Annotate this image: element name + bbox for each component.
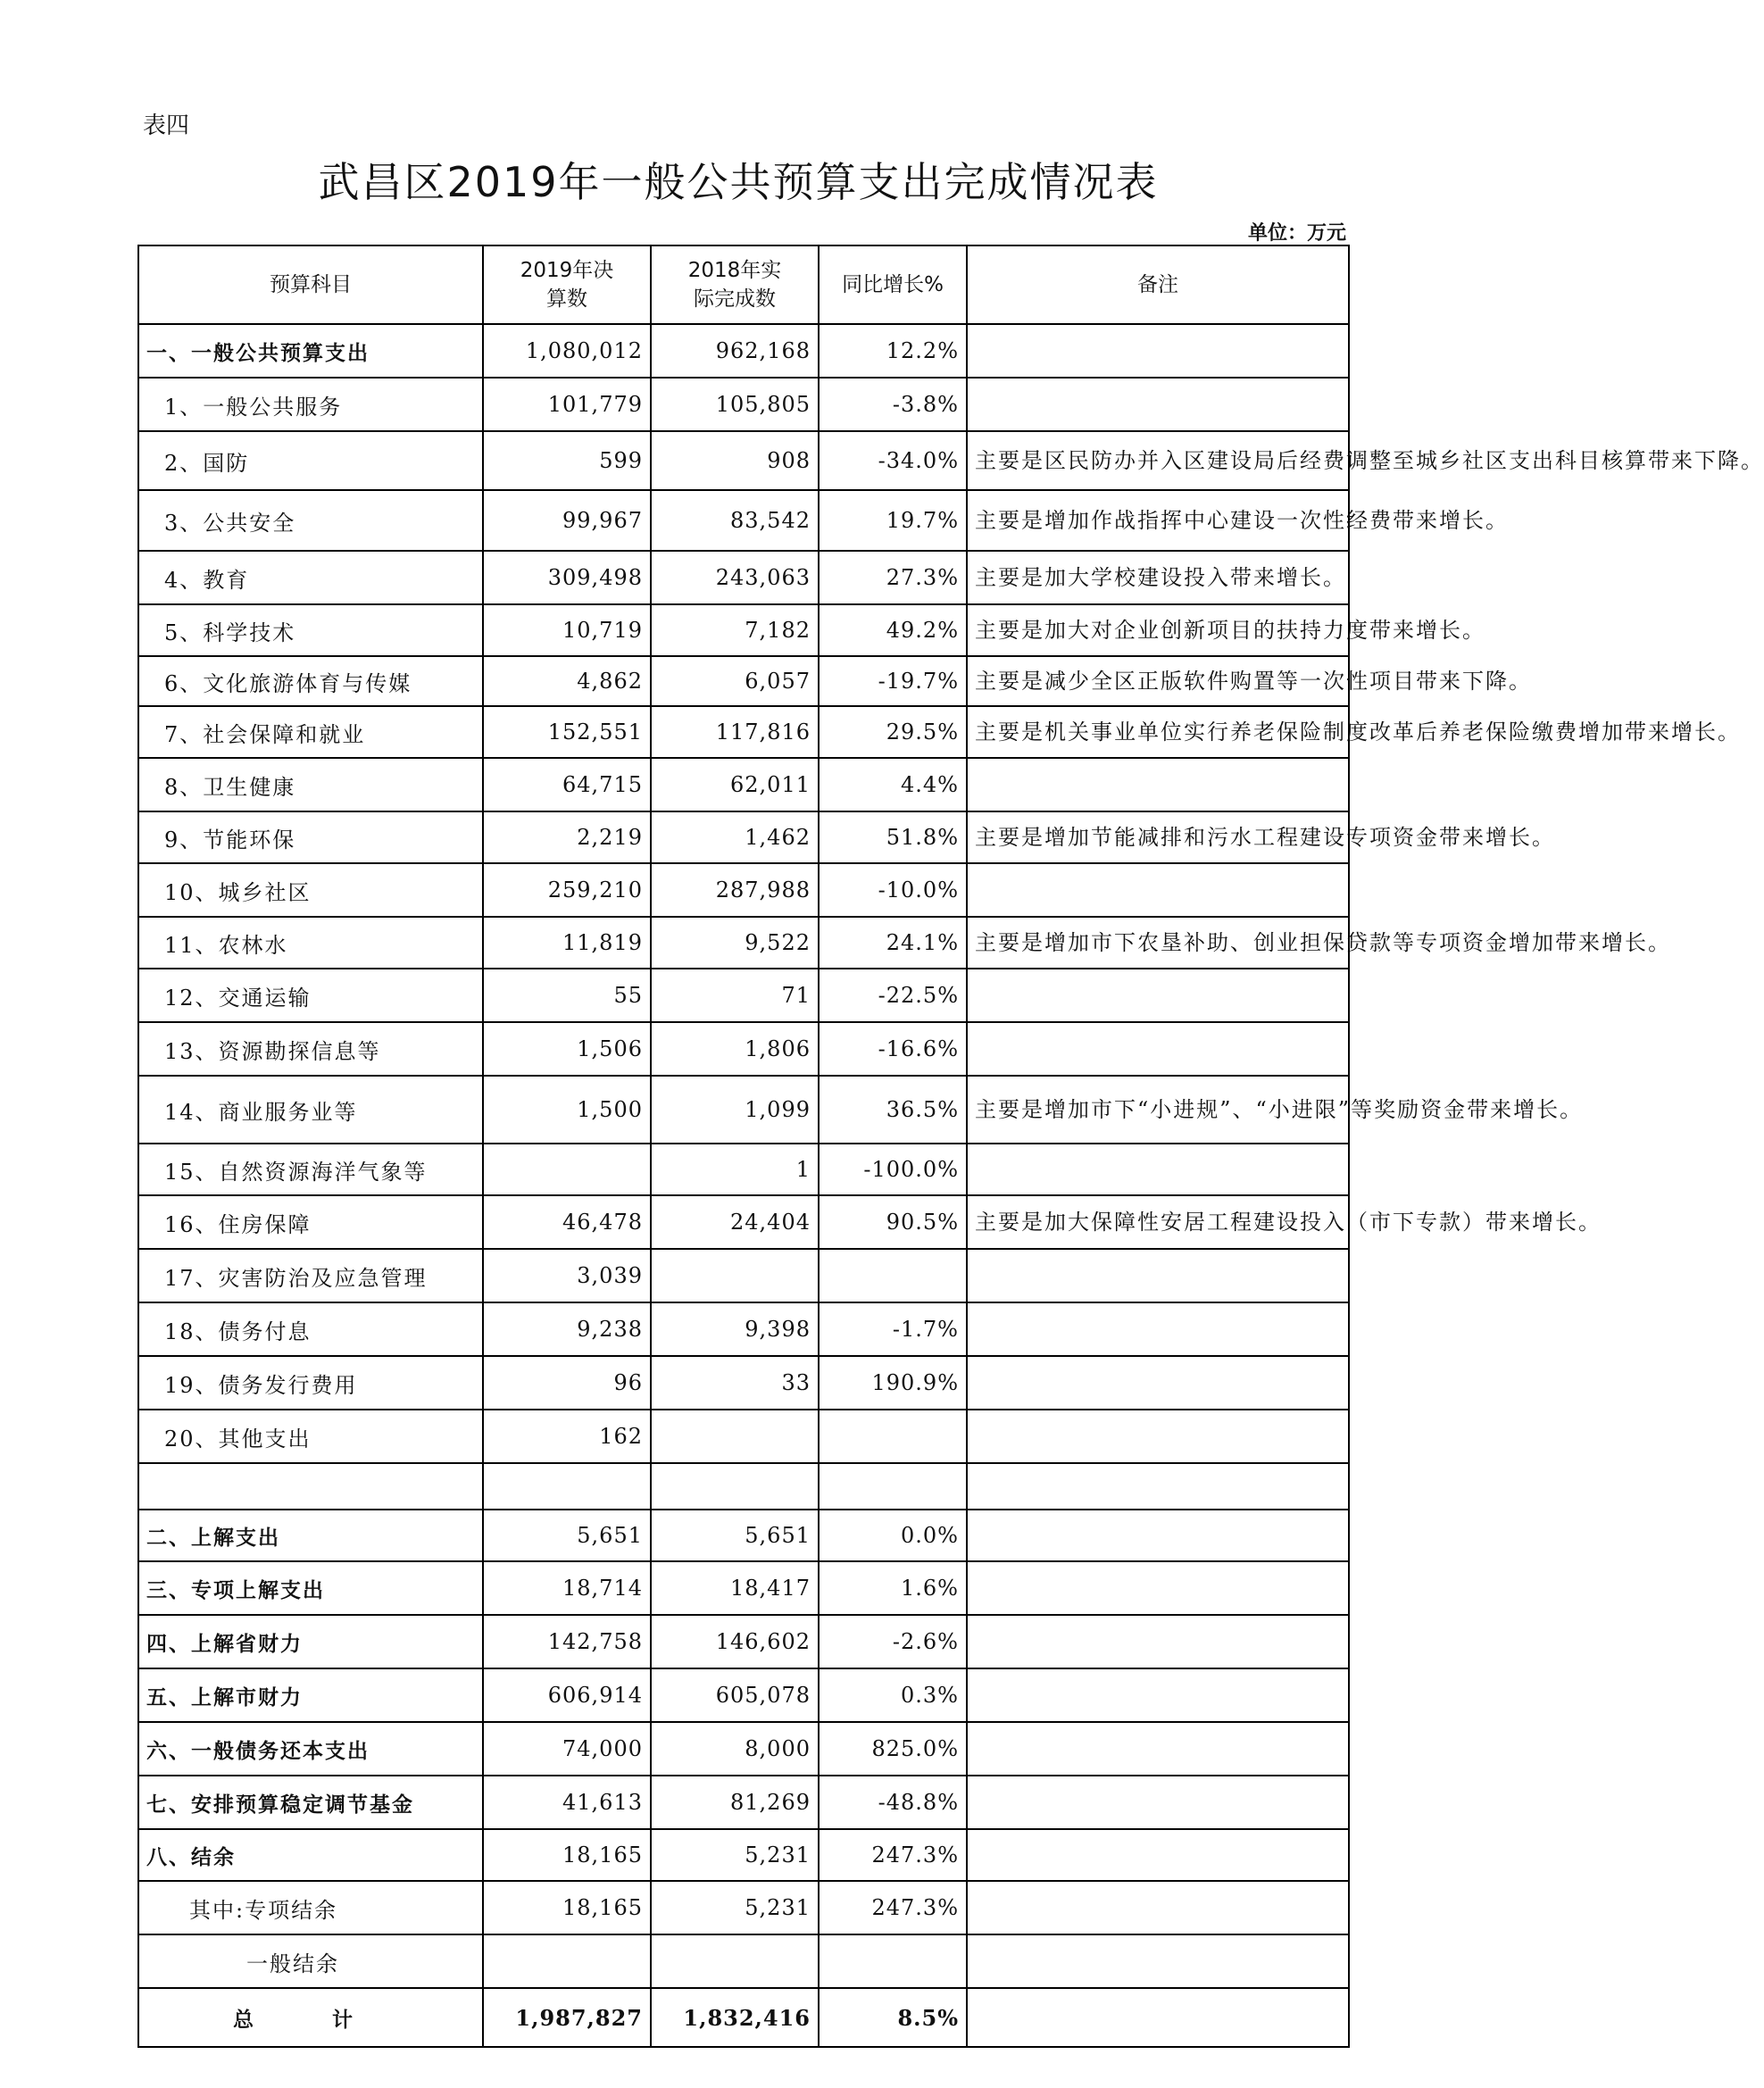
row-growth-cell: 825.0%	[819, 1722, 967, 1776]
row-growth-cell: 90.5%	[819, 1195, 967, 1249]
table-row	[138, 490, 1349, 551]
row-budget-2019-cell: 259,210	[483, 863, 651, 917]
row-growth-cell: 49.2%	[819, 604, 967, 656]
table-row	[138, 1463, 1349, 1510]
row-growth-cell: 247.3%	[819, 1829, 967, 1881]
row-note-cell	[967, 1561, 1349, 1615]
row-item-cell: 4、教育	[138, 551, 483, 604]
row-actual-2018-cell: 18,417	[651, 1561, 819, 1615]
row-budget-2019-cell: 1,500	[483, 1076, 651, 1144]
row-actual-2018-cell: 71	[651, 969, 819, 1022]
row-note-cell: 主要是增加作战指挥中心建设一次性经费带来增长。	[967, 490, 1349, 551]
row-growth-cell: 247.3%	[819, 1881, 967, 1934]
row-item-cell: 18、债务付息	[138, 1302, 483, 1356]
row-actual-2018-cell	[651, 1249, 819, 1302]
row-actual-2018-cell: 1	[651, 1144, 819, 1195]
table-row	[138, 431, 1349, 490]
table-row	[138, 1561, 1349, 1615]
row-budget-2019-cell: 46,478	[483, 1195, 651, 1249]
row-note-cell	[967, 1722, 1349, 1776]
row-actual-2018-cell: 6,057	[651, 656, 819, 706]
row-budget-2019-cell: 5,651	[483, 1510, 651, 1561]
row-growth-cell: -3.8%	[819, 378, 967, 431]
row-note-cell	[967, 1988, 1349, 2047]
row-actual-2018-cell: 24,404	[651, 1195, 819, 1249]
header-item: 预算科目	[138, 245, 483, 324]
table-row	[138, 1829, 1349, 1881]
row-item-cell: 七、安排预算稳定调节基金	[138, 1776, 483, 1829]
row-budget-2019-cell: 9,238	[483, 1302, 651, 1356]
row-budget-2019-cell: 2,219	[483, 811, 651, 863]
unit-label: 单位：万元	[1247, 222, 1346, 245]
row-budget-2019-cell: 18,714	[483, 1561, 651, 1615]
row-growth-cell: -2.6%	[819, 1615, 967, 1668]
row-note-cell	[967, 1022, 1349, 1076]
table-row	[138, 863, 1349, 917]
row-growth-cell: 12.2%	[819, 324, 967, 378]
row-item-cell: 8、卫生健康	[138, 758, 483, 811]
table-row	[138, 324, 1349, 378]
row-budget-2019-cell	[483, 1934, 651, 1988]
table-row	[138, 1249, 1349, 1302]
row-note-cell	[967, 1934, 1349, 1988]
row-item-cell	[138, 1463, 483, 1510]
table-label: 表四	[143, 112, 190, 139]
table-row	[138, 758, 1349, 811]
row-note-cell	[967, 1776, 1349, 1829]
row-budget-2019-cell: 1,080,012	[483, 324, 651, 378]
row-actual-2018-cell: 1,832,416	[651, 1988, 819, 2047]
row-note-cell: 主要是机关事业单位实行养老保险制度改革后养老保险缴费增加带来增长。	[967, 706, 1349, 758]
row-budget-2019-cell	[483, 1463, 651, 1510]
header-note: 备注	[967, 245, 1349, 324]
row-growth-cell: 51.8%	[819, 811, 967, 863]
row-item-cell: 二、上解支出	[138, 1510, 483, 1561]
row-budget-2019-cell: 18,165	[483, 1829, 651, 1881]
row-growth-cell: -100.0%	[819, 1144, 967, 1195]
row-actual-2018-cell: 9,398	[651, 1302, 819, 1356]
row-actual-2018-cell: 33	[651, 1356, 819, 1410]
row-actual-2018-cell: 1,806	[651, 1022, 819, 1076]
row-actual-2018-cell: 962,168	[651, 324, 819, 378]
row-actual-2018-cell	[651, 1934, 819, 1988]
row-actual-2018-cell: 287,988	[651, 863, 819, 917]
table-row	[138, 811, 1349, 863]
row-growth-cell: 24.1%	[819, 917, 967, 969]
table-row	[138, 1410, 1349, 1463]
row-budget-2019-cell: 162	[483, 1410, 651, 1463]
row-actual-2018-cell: 605,078	[651, 1668, 819, 1722]
table-row	[138, 1988, 1349, 2047]
row-note-cell	[967, 1356, 1349, 1410]
row-note-cell	[967, 1615, 1349, 1668]
row-actual-2018-cell: 83,542	[651, 490, 819, 551]
table-row	[138, 1302, 1349, 1356]
row-growth-cell	[819, 1410, 967, 1463]
row-actual-2018-cell: 7,182	[651, 604, 819, 656]
row-actual-2018-cell	[651, 1463, 819, 1510]
row-actual-2018-cell: 62,011	[651, 758, 819, 811]
row-actual-2018-cell: 8,000	[651, 1722, 819, 1776]
table-row	[138, 1195, 1349, 1249]
row-item-cell: 一、一般公共预算支出	[138, 324, 483, 378]
row-item-cell: 5、科学技术	[138, 604, 483, 656]
row-actual-2018-cell: 1,099	[651, 1076, 819, 1144]
table-row	[138, 917, 1349, 969]
row-growth-cell: 4.4%	[819, 758, 967, 811]
row-item-cell: 四、上解省财力	[138, 1615, 483, 1668]
table-row	[138, 969, 1349, 1022]
row-budget-2019-cell: 11,819	[483, 917, 651, 969]
table-row	[138, 1022, 1349, 1076]
row-item-cell: 1、一般公共服务	[138, 378, 483, 431]
row-actual-2018-cell: 1,462	[651, 811, 819, 863]
row-item-cell: 11、农林水	[138, 917, 483, 969]
row-item-cell: 14、商业服务业等	[138, 1076, 483, 1144]
row-growth-cell: -19.7%	[819, 656, 967, 706]
header-budget-2019: 2019年决算数	[483, 245, 651, 324]
table-row	[138, 604, 1349, 656]
table-row	[138, 656, 1349, 706]
row-actual-2018-cell: 908	[651, 431, 819, 490]
row-growth-cell: 1.6%	[819, 1561, 967, 1615]
row-note-cell	[967, 1881, 1349, 1934]
row-item-cell: 六、一般债务还本支出	[138, 1722, 483, 1776]
row-actual-2018-cell: 5,231	[651, 1829, 819, 1881]
row-actual-2018-cell: 146,602	[651, 1615, 819, 1668]
row-item-cell: 五、上解市财力	[138, 1668, 483, 1722]
row-growth-cell: 8.5%	[819, 1988, 967, 2047]
table-row	[138, 1722, 1349, 1776]
page-title: 武昌区2019年一般公共预算支出完成情况表	[318, 158, 1159, 206]
row-growth-cell: 0.3%	[819, 1668, 967, 1722]
row-note-cell: 主要是增加市下农垦补助、创业担保贷款等专项资金增加带来增长。	[967, 917, 1349, 969]
row-budget-2019-cell: 41,613	[483, 1776, 651, 1829]
row-note-cell: 主要是加大保障性安居工程建设投入（市下专款）带来增长。	[967, 1195, 1349, 1249]
row-budget-2019-cell: 64,715	[483, 758, 651, 811]
row-item-cell: 6、文化旅游体育与传媒	[138, 656, 483, 706]
row-budget-2019-cell: 606,914	[483, 1668, 651, 1722]
row-item-cell: 9、节能环保	[138, 811, 483, 863]
row-note-cell	[967, 1463, 1349, 1510]
row-growth-cell: -48.8%	[819, 1776, 967, 1829]
row-item-cell: 3、公共安全	[138, 490, 483, 551]
row-growth-cell	[819, 1249, 967, 1302]
row-budget-2019-cell: 18,165	[483, 1881, 651, 1934]
row-actual-2018-cell: 81,269	[651, 1776, 819, 1829]
row-item-cell: 15、自然资源海洋气象等	[138, 1144, 483, 1195]
row-growth-cell: -22.5%	[819, 969, 967, 1022]
table-row	[138, 1776, 1349, 1829]
row-item-cell: 13、资源勘探信息等	[138, 1022, 483, 1076]
table-row	[138, 1356, 1349, 1410]
row-budget-2019-cell: 55	[483, 969, 651, 1022]
row-item-cell: 7、社会保障和就业	[138, 706, 483, 758]
row-actual-2018-cell: 117,816	[651, 706, 819, 758]
row-growth-cell	[819, 1934, 967, 1988]
table-header-row	[138, 245, 1349, 324]
row-actual-2018-cell: 105,805	[651, 378, 819, 431]
row-budget-2019-cell: 96	[483, 1356, 651, 1410]
row-budget-2019-cell: 3,039	[483, 1249, 651, 1302]
row-note-cell: 主要是减少全区正版软件购置等一次性项目带来下降。	[967, 656, 1349, 706]
row-growth-cell: -34.0%	[819, 431, 967, 490]
row-budget-2019-cell	[483, 1144, 651, 1195]
row-growth-cell: 190.9%	[819, 1356, 967, 1410]
row-budget-2019-cell: 10,719	[483, 604, 651, 656]
row-item-cell: 16、住房保障	[138, 1195, 483, 1249]
row-actual-2018-cell: 5,231	[651, 1881, 819, 1934]
row-actual-2018-cell: 243,063	[651, 551, 819, 604]
row-budget-2019-cell: 142,758	[483, 1615, 651, 1668]
row-note-cell	[967, 378, 1349, 431]
row-item-cell: 10、城乡社区	[138, 863, 483, 917]
row-note-cell: 主要是加大学校建设投入带来增长。	[967, 551, 1349, 604]
table-row	[138, 1615, 1349, 1668]
row-growth-cell: 29.5%	[819, 706, 967, 758]
row-budget-2019-cell: 152,551	[483, 706, 651, 758]
row-actual-2018-cell	[651, 1410, 819, 1463]
row-budget-2019-cell: 1,506	[483, 1022, 651, 1076]
row-note-cell: 主要是区民防办并入区建设局后经费调整至城乡社区支出科目核算带来下降。	[967, 431, 1349, 490]
row-actual-2018-cell: 5,651	[651, 1510, 819, 1561]
row-growth-cell: -10.0%	[819, 863, 967, 917]
row-note-cell: 主要是加大对企业创新项目的扶持力度带来增长。	[967, 604, 1349, 656]
row-note-cell	[967, 1144, 1349, 1195]
row-note-cell	[967, 969, 1349, 1022]
row-growth-cell: 0.0%	[819, 1510, 967, 1561]
table-row	[138, 1934, 1349, 1988]
row-note-cell	[967, 1410, 1349, 1463]
table-row	[138, 378, 1349, 431]
row-item-cell: 2、国防	[138, 431, 483, 490]
table-body	[138, 324, 1764, 2047]
row-note-cell: 主要是增加市下“小进规”、“小进限”等奖励资金带来增长。	[967, 1076, 1349, 1144]
row-growth-cell	[819, 1463, 967, 1510]
header-growth: 同比增长%	[819, 245, 967, 324]
row-note-cell	[967, 758, 1349, 811]
row-note-cell	[967, 324, 1349, 378]
row-item-cell: 19、债务发行费用	[138, 1356, 483, 1410]
row-item-cell: 八、结余	[138, 1829, 483, 1881]
row-note-cell: 主要是增加节能减排和污水工程建设专项资金带来增长。	[967, 811, 1349, 863]
table-row	[138, 1510, 1349, 1561]
row-budget-2019-cell: 1,987,827	[483, 1988, 651, 2047]
row-growth-cell: -16.6%	[819, 1022, 967, 1076]
table-row	[138, 1668, 1349, 1722]
row-item-cell: 17、灾害防治及应急管理	[138, 1249, 483, 1302]
row-note-cell	[967, 1668, 1349, 1722]
row-item-cell: 20、其他支出	[138, 1410, 483, 1463]
table-row	[138, 706, 1349, 758]
row-note-cell	[967, 863, 1349, 917]
table-row	[138, 551, 1349, 604]
row-item-cell: 三、专项上解支出	[138, 1561, 483, 1615]
row-item-cell: 总 计	[138, 1988, 483, 2047]
row-item-cell: 其中:专项结余	[138, 1881, 483, 1934]
row-budget-2019-cell: 4,862	[483, 656, 651, 706]
row-growth-cell: -1.7%	[819, 1302, 967, 1356]
row-budget-2019-cell: 74,000	[483, 1722, 651, 1776]
row-note-cell	[967, 1302, 1349, 1356]
header-actual-2018: 2018年实际完成数	[651, 245, 819, 324]
row-budget-2019-cell: 101,779	[483, 378, 651, 431]
row-item-cell: 一般结余	[138, 1934, 483, 1988]
row-budget-2019-cell: 599	[483, 431, 651, 490]
row-item-cell: 12、交通运输	[138, 969, 483, 1022]
row-growth-cell: 27.3%	[819, 551, 967, 604]
row-budget-2019-cell: 309,498	[483, 551, 651, 604]
row-budget-2019-cell: 99,967	[483, 490, 651, 551]
table-row	[138, 1144, 1349, 1195]
table-row	[138, 1076, 1349, 1144]
table-row	[138, 1881, 1349, 1934]
row-growth-cell: 19.7%	[819, 490, 967, 551]
row-growth-cell: 36.5%	[819, 1076, 967, 1144]
row-actual-2018-cell: 9,522	[651, 917, 819, 969]
row-note-cell	[967, 1510, 1349, 1561]
row-note-cell	[967, 1249, 1349, 1302]
budget-table	[137, 245, 1764, 2048]
row-note-cell	[967, 1829, 1349, 1881]
